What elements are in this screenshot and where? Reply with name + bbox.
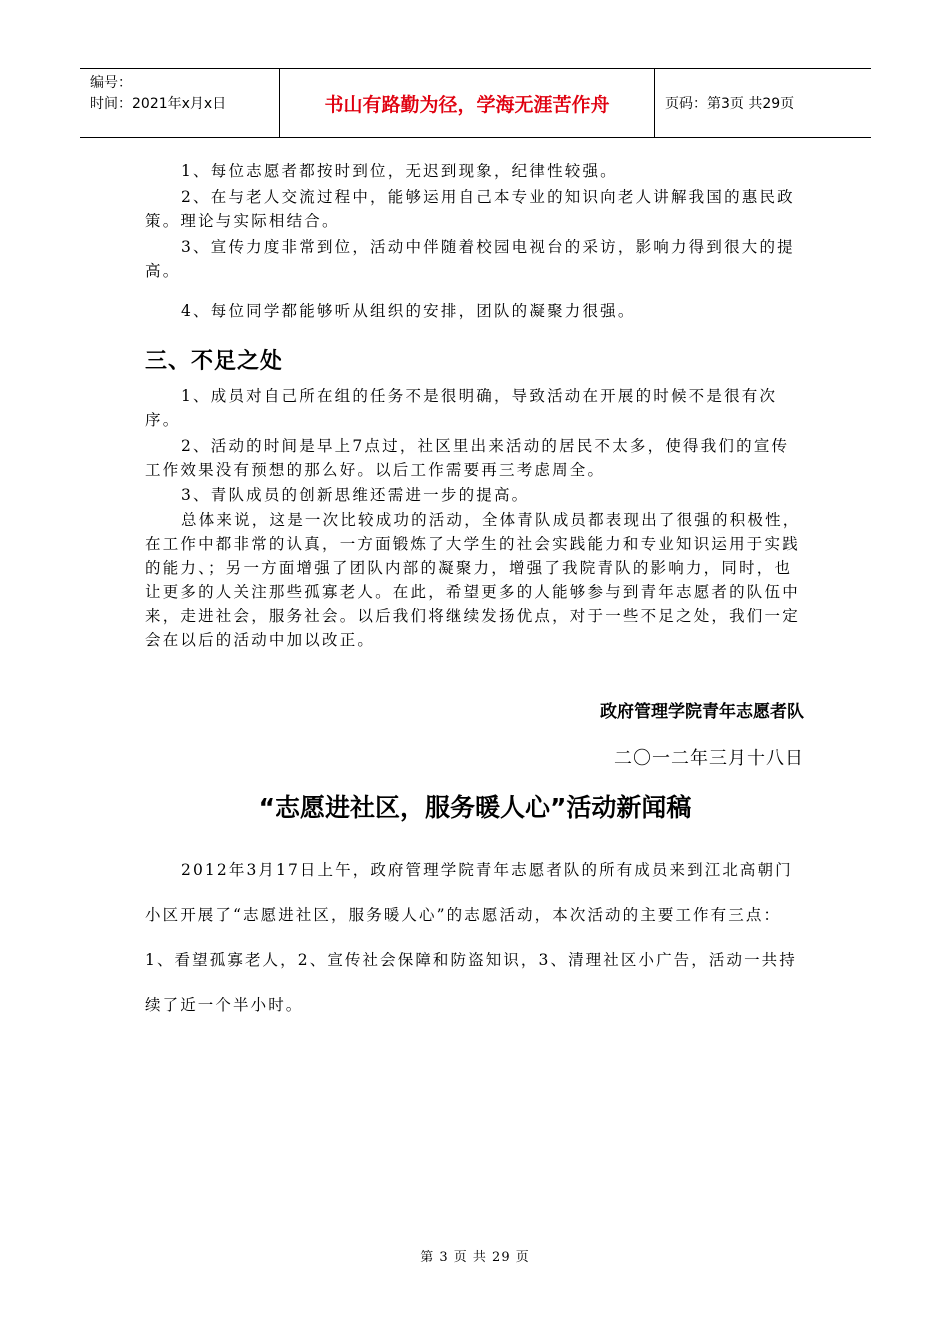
shortcoming-item-2: 2、活动的时间是早上7点过，社区里出来活动的居民不太多，使得我们的宣传工作效果没有预想的那么好。以后工作需要再三考虑周全。 <box>145 437 790 479</box>
header-meta <box>80 69 280 137</box>
strength-item-2: 2、在与老人交流过程中，能够运用自己本专业的知识向老人讲解我国的惠民政策。理论与实际相结合。 <box>145 188 795 230</box>
news-title: “志愿进社区，服务暖人心”活动新闻稿 <box>258 793 692 822</box>
signature-org: 政府管理学院青年志愿者队 <box>600 702 804 722</box>
news-body: 2012年3月17日上午，政府管理学院青年志愿者队的所有成员来到江北高朝门小区开展了“志愿进社区，服务暖人心”的志愿活动，本次活动的主要工作有三点：1、看望孤寡老人，2、宣传社会保障和防盗知识，3、清理社区小广告，活动一共持续了近一个半小时。 <box>145 861 797 1014</box>
shortcoming-item-3: 3、青队成员的创新思维还需进一步的提高。 <box>181 486 530 504</box>
page-footer: 第 3 页 共 29 页 <box>420 1250 530 1265</box>
strength-item-4: 4、每位同学都能够听从组织的安排，团队的凝聚力很强。 <box>181 302 636 320</box>
strength-item-3: 3、宣传力度非常到位，活动中伴随着校园电视台的采访，影响力得到很大的提高。 <box>145 238 795 280</box>
page-header <box>80 68 871 138</box>
summary-paragraph: 总体来说，这是一次比较成功的活动，全体青队成员都表现出了很强的积极性，在工作中都非常的认真，一方面锻炼了大学生的社会实践能力和专业知识运用于实践的能力、；另一方面增强了团队内部的凝聚力，增强了我院青队的影响力，同时，也让更多的人关注那些孤寡老人。在此，希望更多的人能够参与到青年志愿者的队伍中来，走进社会，服务社会。以后我们将继续发扬优点，对于一些不足之处，我们一定会在以后的活动中加以改正。 <box>145 511 801 649</box>
section-title: 三、不足之处 <box>145 349 284 374</box>
time-label: 时间：2021年x月x日 <box>90 96 227 112</box>
strength-item-1: 1、每位志愿者都按时到位，无迟到现象，纪律性较强。 <box>181 162 618 180</box>
number-label: 编号： <box>90 75 132 91</box>
signature-date: 二〇一二年三月十八日 <box>614 748 804 769</box>
header-motto: 书山有路勤为径，学海无涯苦作舟 <box>280 69 655 137</box>
header-page-label: 页码：第3页 共29页 <box>665 96 795 112</box>
shortcoming-item-1: 1、成员对自己所在组的任务不是很明确，导致活动在开展的时候不是很有次序。 <box>145 387 778 429</box>
